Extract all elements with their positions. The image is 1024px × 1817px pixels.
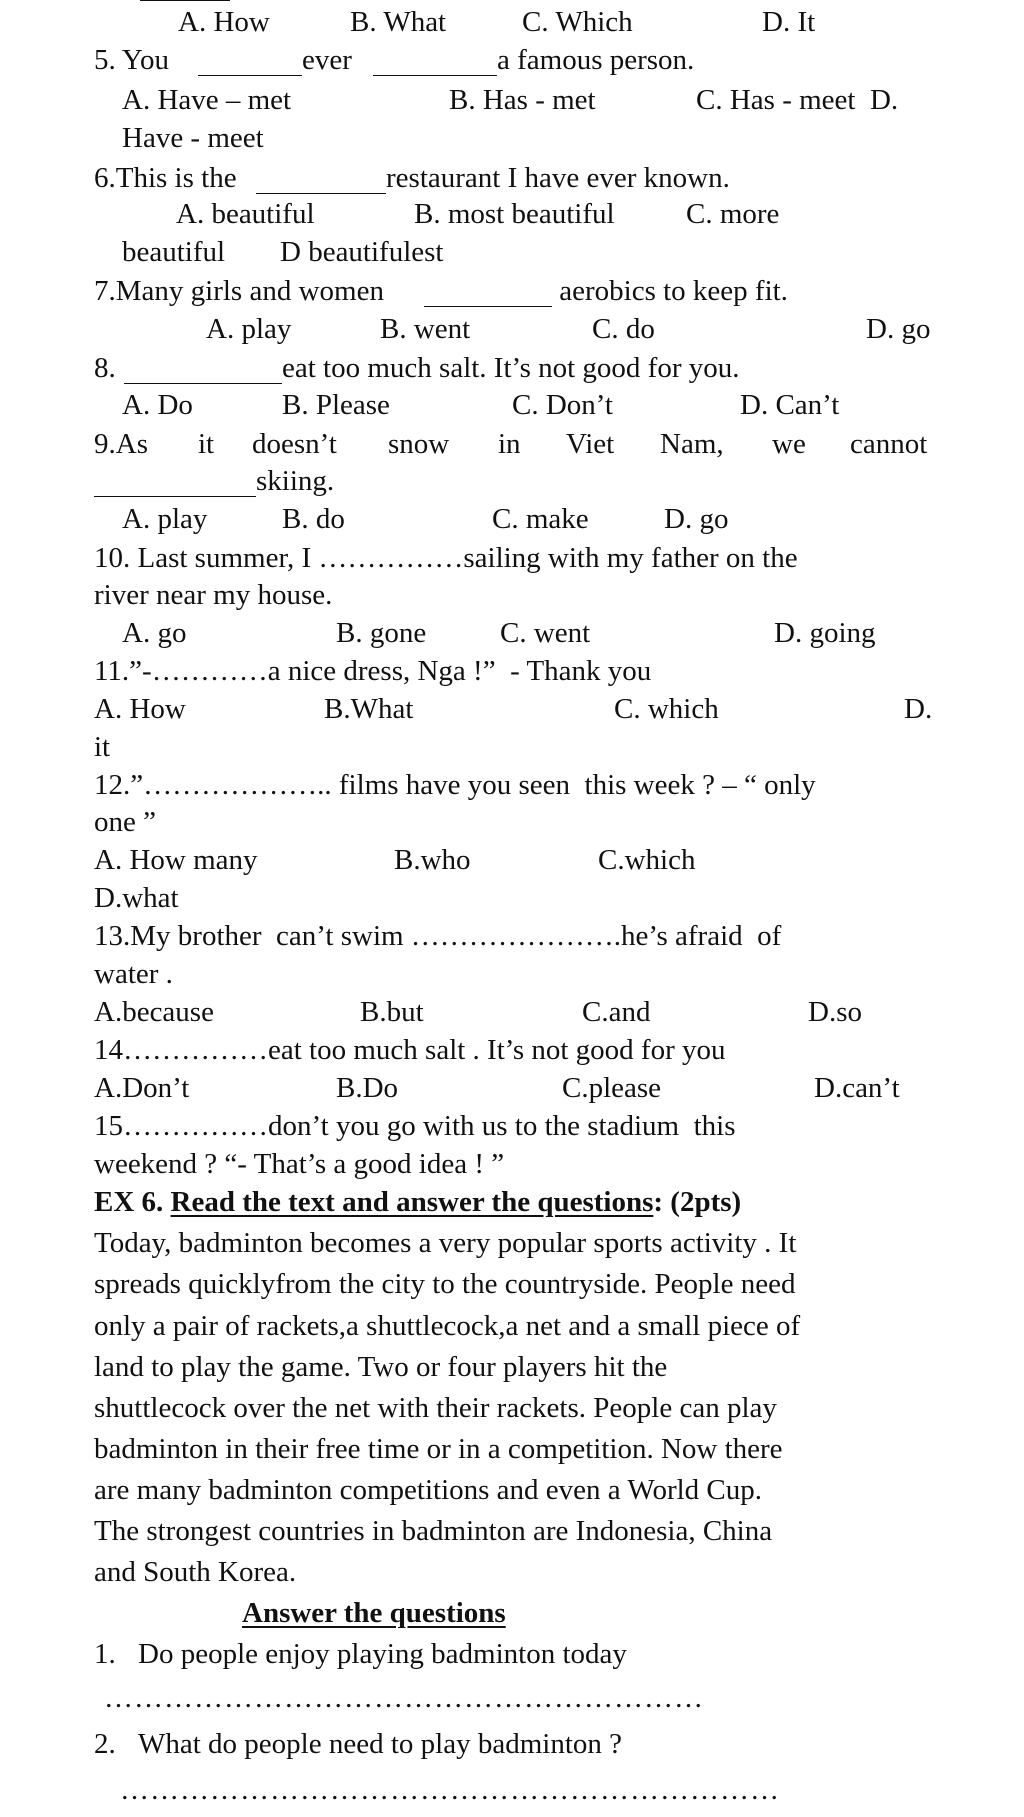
option: A. Do (122, 389, 193, 421)
question-text: weekend ? “- That’s a good idea ! ” (94, 1148, 505, 1180)
option: Have - meet (122, 122, 264, 154)
option: C. which (614, 693, 719, 725)
passage-line: Today, badminton becomes a very popular sports activity . It (94, 1227, 797, 1259)
section-title: Read the text and answer the questions (170, 1186, 654, 1218)
passage-line: only a pair of rackets,a shuttlecock,a net and a small piece of (94, 1310, 801, 1342)
option: D.can’t (814, 1072, 900, 1104)
option: C.please (562, 1072, 662, 1104)
question-text: aerobics to keep fit. (552, 275, 788, 307)
question-text: skiing. (256, 465, 335, 497)
question-word: snow (388, 428, 450, 460)
question-text: eat too much salt. It’s not good for you. (282, 352, 740, 384)
answer-blank (124, 383, 282, 384)
passage-line: are many badminton competitions and even a World Cup. (94, 1474, 763, 1506)
option: A. Have – met (122, 84, 292, 116)
answer-blank (198, 75, 302, 76)
option: B. went (380, 313, 471, 345)
answer-line[interactable]: ………………………………………………………… (120, 1774, 780, 1806)
question-text: one ” (94, 806, 156, 838)
option: A. play (122, 503, 208, 535)
option: D. go (866, 313, 931, 345)
question-text: 5. You (94, 44, 169, 76)
option: C. make (492, 503, 589, 535)
option: D. go (664, 503, 729, 535)
question-text: ever (302, 44, 352, 76)
section-label: EX 6. (94, 1186, 164, 1218)
question-number: 2. (94, 1728, 116, 1760)
top-divider (140, 0, 230, 1)
question-word: it (198, 428, 215, 460)
option: A.because (94, 996, 214, 1028)
question-word: we (772, 428, 806, 460)
option: A. How (178, 6, 270, 38)
section-heading (94, 1188, 741, 1217)
question-text: water . (94, 958, 173, 990)
option: it (94, 731, 111, 763)
option: C.and (582, 996, 651, 1028)
question-text: 12.”……………….. films have you seen this week ? – “ only (94, 769, 816, 801)
option: C. went (500, 617, 591, 649)
option: C. do (592, 313, 655, 345)
option: B. Please (282, 389, 390, 421)
question-number: 1. (94, 1638, 116, 1670)
question-text: river near my house. (94, 579, 333, 611)
answer-blank (256, 193, 386, 194)
passage-line: and South Korea. (94, 1556, 297, 1588)
option: C. Which (522, 6, 633, 38)
passage-line: badminton in their free time or in a competition. Now there (94, 1433, 783, 1465)
question-text: 10. Last summer, I ……………sailing with my father on the (94, 542, 798, 574)
answer-heading: Answer the questions (242, 1597, 506, 1629)
answer-blank (373, 75, 497, 76)
option: D.what (94, 882, 179, 914)
option: D. Can’t (740, 389, 840, 421)
question-word: 9.As (94, 428, 148, 460)
question-text: Do people enjoy playing badminton today (138, 1638, 627, 1670)
question-text: 14……………eat too much salt . It’s not good for you (94, 1034, 726, 1066)
passage-line: shuttlecock over the net with their rackets. People can play (94, 1392, 777, 1424)
option: D beautifulest (280, 236, 444, 268)
option: D. It (762, 6, 816, 38)
option: B. Has - met (449, 84, 596, 116)
passage-line: land to play the game. Two or four players hit the (94, 1351, 668, 1383)
question-text: 15……………don’t you go with us to the stadium this (94, 1110, 736, 1142)
option: C. Has - meet D. (696, 84, 899, 116)
passage-line: spreads quicklyfrom the city to the countryside. People need (94, 1268, 796, 1300)
question-text: 11.”-…………a nice dress, Nga !” - Thank you (94, 655, 652, 687)
option: B. do (282, 503, 345, 535)
option: B. What (350, 6, 447, 38)
option: B.Do (336, 1072, 399, 1104)
option: D.so (808, 996, 862, 1028)
option: A. How (94, 693, 186, 725)
option: A. How many (94, 844, 258, 876)
question-word: doesn’t (252, 428, 337, 460)
question-text: 6.This is the (94, 162, 237, 194)
option: D. (904, 693, 933, 725)
option: beautiful (122, 236, 226, 268)
option: B. gone (336, 617, 427, 649)
question-word: Nam, (660, 428, 724, 460)
option: A. go (122, 617, 187, 649)
option: C.which (598, 844, 696, 876)
option: C. Don’t (512, 389, 613, 421)
option: C. more (686, 198, 780, 230)
question-text: 7.Many girls and women (94, 275, 384, 307)
question-text: a famous person. (497, 44, 695, 76)
answer-blank (424, 306, 552, 307)
question-text: What do people need to play badminton ? (138, 1728, 622, 1760)
question-word: cannot (850, 428, 928, 460)
option: B.but (360, 996, 424, 1028)
question-text: restaurant I have ever known. (386, 162, 730, 194)
section-points: : (2pts) (653, 1186, 742, 1218)
option: B. most beautiful (414, 198, 615, 230)
answer-blank (94, 496, 256, 497)
option: D. going (774, 617, 876, 649)
question-text: 8. (94, 352, 116, 384)
option: A. beautiful (176, 198, 315, 230)
answer-line[interactable]: …………………………………………………… (104, 1682, 704, 1714)
question-word: in (498, 428, 521, 460)
option: A. play (206, 313, 292, 345)
option: A.Don’t (94, 1072, 190, 1104)
option: B.who (394, 844, 471, 876)
question-text: 13.My brother can’t swim ………………….he’s afraid of (94, 920, 782, 952)
question-word: Viet (566, 428, 615, 460)
passage-line: The strongest countries in badminton are Indonesia, China (94, 1515, 773, 1547)
option: B.What (324, 693, 414, 725)
